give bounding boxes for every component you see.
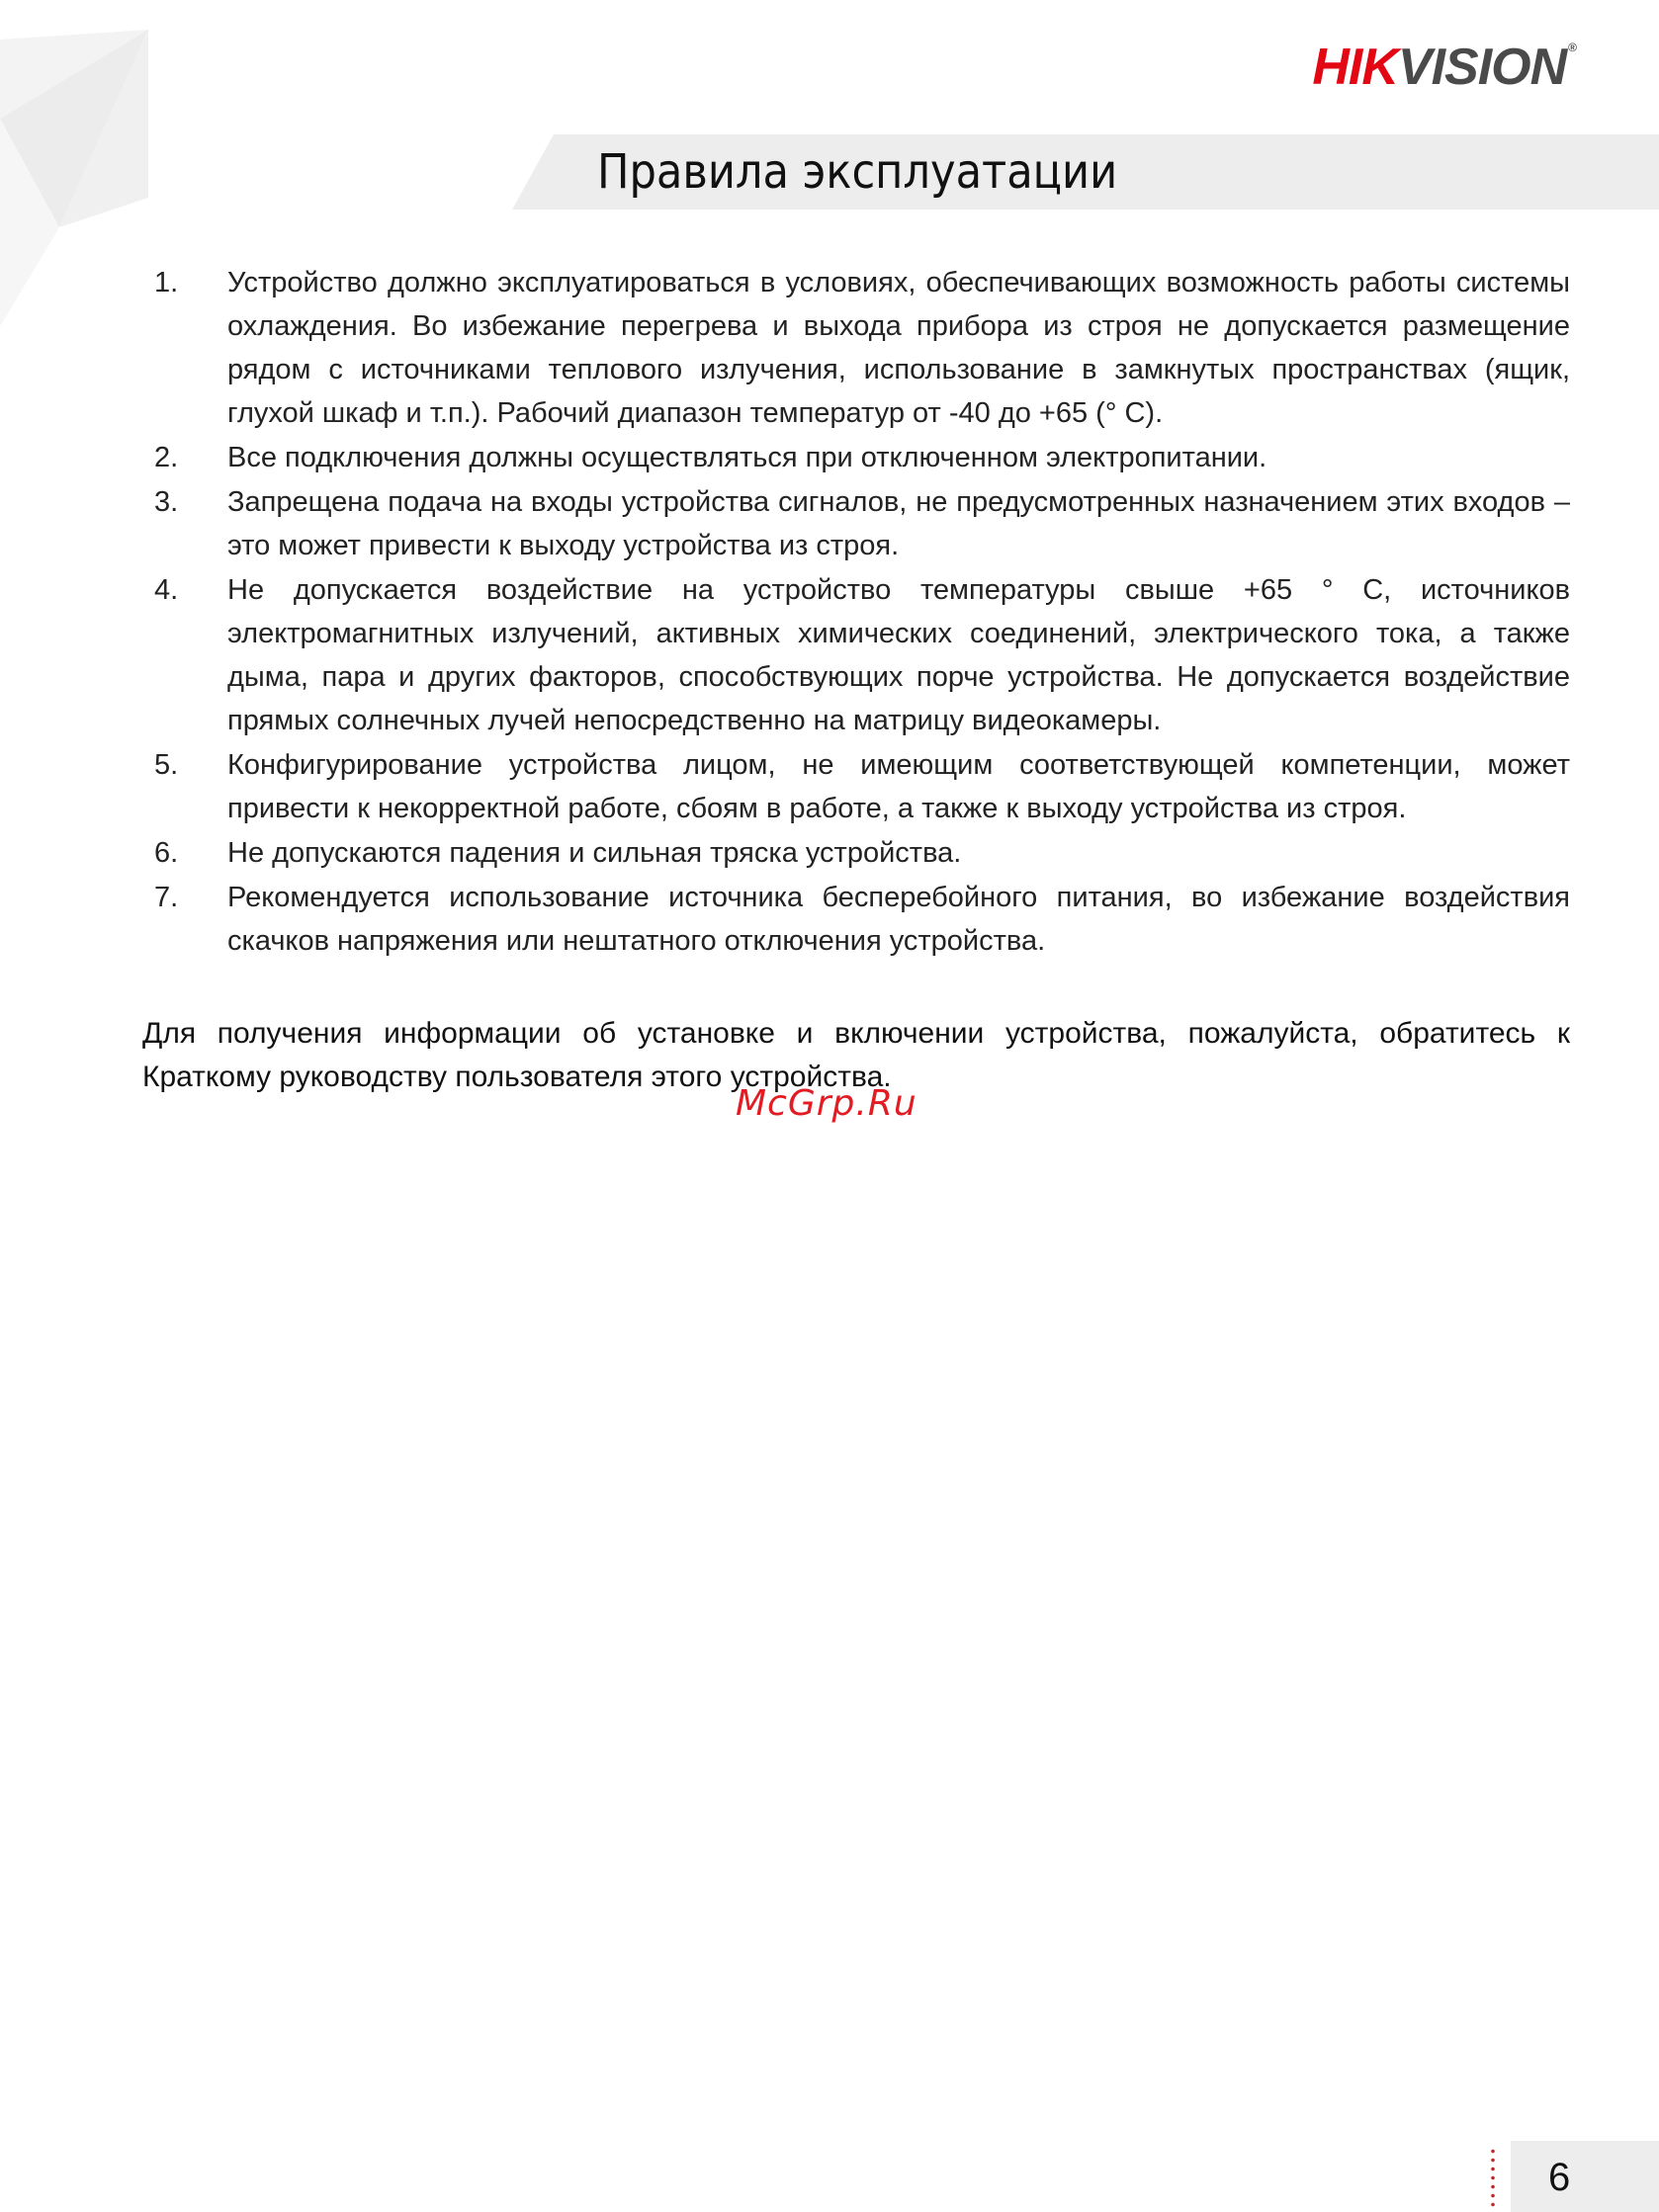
- list-item: [154, 480, 1570, 567]
- hikvision-logo: HIKVISION ®: [1312, 39, 1576, 96]
- list-item: [154, 261, 1570, 435]
- list-item-text: Рекомендуется использование источника бесперебойного питания, во избежание воздействия скачков напряжения или нештатного отключения устройства.: [227, 882, 1570, 957]
- list-item: [154, 568, 1570, 742]
- page-dots-divider: [1491, 2147, 1495, 2210]
- installation-note: Для получения информации об установке и включении устройства, пожалуйста, обратитесь к Краткому руководству пользователя этого устройства.: [142, 1017, 1570, 1093]
- list-item: [154, 436, 1570, 479]
- list-item-text: Не допускаются падения и сильная тряска устройства.: [227, 837, 962, 869]
- list-item-text: Устройство должно эксплуатироваться в условиях, обеспечивающих возможность работы системы охлаждения. Во избежание перегрева и выхода прибора из строя не допускается размещение рядом с источниками теплового излучения, использование в замкнутых пространствах (ящик, глухой шкаф и т.п.). Рабочий диапазон температур от -40 до +65 (° С).: [227, 267, 1570, 429]
- list-item-number: 1.: [154, 267, 179, 298]
- list-item: [154, 876, 1570, 963]
- watermark: McGrp.Ru: [736, 1083, 917, 1124]
- list-item-number: 4.: [154, 574, 179, 606]
- page-number-box: [1511, 2141, 1659, 2212]
- list-item: [154, 831, 1570, 875]
- list-item-text: Конфигурирование устройства лицом, не имеющим соответствующей компетенции, может привести к некорректной работе, сбоям в работе, а также к выходу устройства из строя.: [227, 749, 1570, 824]
- list-item-number: 7.: [154, 882, 179, 913]
- page-number: 6: [1548, 2156, 1571, 2199]
- list-item: [154, 743, 1570, 830]
- list-item-number: 3.: [154, 486, 179, 518]
- list-item-text: Запрещена подача на входы устройства сигналов, не предусмотренных назначением этих входов – это может привести к выходу устройства из строя.: [227, 486, 1570, 561]
- list-item-text: Все подключения должны осуществляться при отключенном электропитании.: [227, 442, 1267, 473]
- list-item-number: 5.: [154, 749, 179, 781]
- list-item-text: Не допускается воздействие на устройство температуры свыше +65 ° С, источников электромагнитных излучений, активных химических соединений, электрического тока, а также дыма, пара и других факторов, способствующих порче устройства. Не допускается воздействие прямых солнечных лучей непосредственно на матрицу видеокамеры.: [227, 574, 1570, 736]
- page-title: Правила эксплуатации: [597, 144, 1118, 200]
- list-item-number: 2.: [154, 442, 179, 473]
- list-item-number: 6.: [154, 837, 179, 869]
- rules-list: [154, 261, 1570, 964]
